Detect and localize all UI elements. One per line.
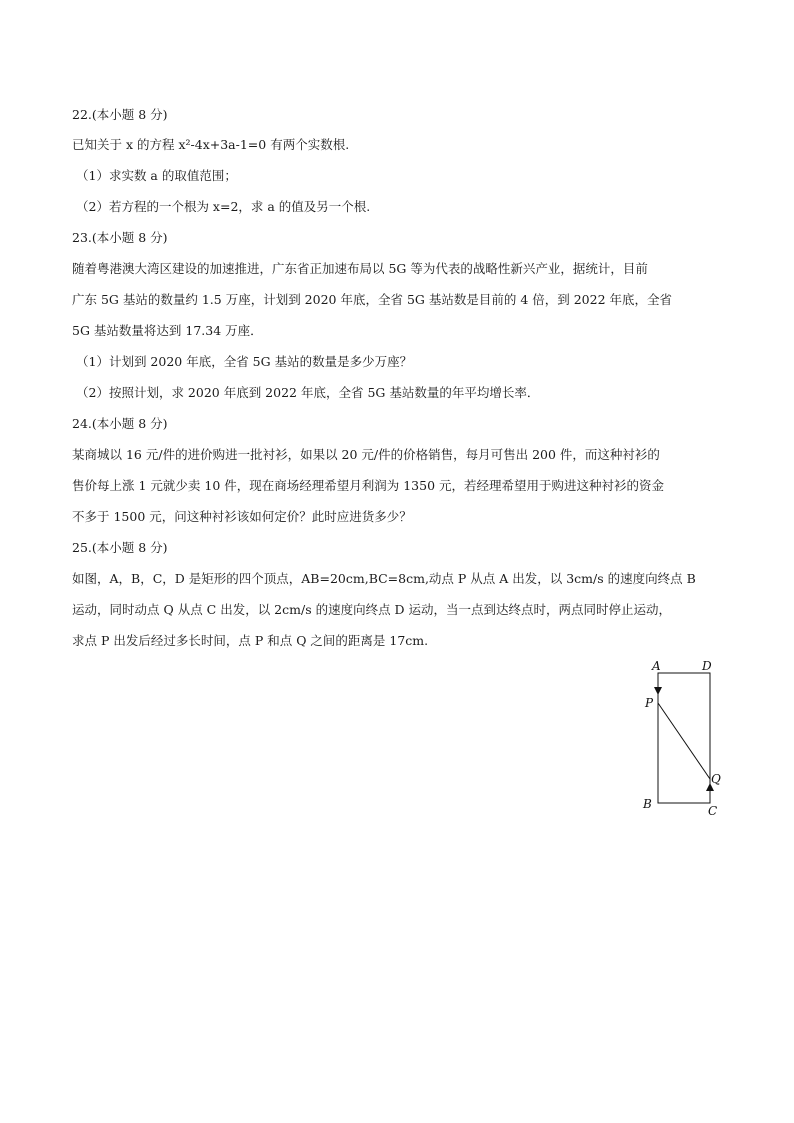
q23-stem-line3: 5G 基站数量将达到 17.34 万座． <box>72 323 263 338</box>
rectangle-figure <box>630 655 740 820</box>
label-c: C <box>708 804 718 818</box>
q22-part2: （2）若方程的一个根为 x=2，求 a 的值及另一个根. <box>76 199 371 214</box>
q23-stem-line2: 广东 5G 基站的数量约 1.5 万座，计划到 2020 年底，全省 5G 基站数是目前的 4 倍，到 2022 年底，全省 <box>72 292 673 307</box>
q25-stem-line2: 运动，同时动点 Q 从点 C 出发，以 2cm/s 的速度向终点 D 运动，当一点到达终点时，两点同时停止运动， <box>72 602 672 617</box>
label-b: B <box>643 797 652 811</box>
q25-header: 25.(本小题 8 分) <box>72 540 168 555</box>
label-p: P <box>645 696 654 710</box>
q22-header: 22.(本小题 8 分) <box>72 107 168 122</box>
label-q: Q <box>711 772 721 786</box>
q25-stem-line3: 求点 P 出发后经过多长时间，点 P 和点 Q 之间的距离是 17cm. <box>72 633 429 648</box>
segment-pq <box>658 703 710 779</box>
q24-stem-line1: 某商城以 16 元/件的进价购进一批衬衫，如果以 20 元/件的价格销售，每月可售出 200 件，而这种衬衫的 <box>72 447 660 462</box>
q23-part1: （1）计划到 2020 年底，全省 5G 基站的数量是多少万座？ <box>76 354 413 369</box>
q24-header: 24.(本小题 8 分) <box>72 416 168 431</box>
q25-stem-line1: 如图，A，B，C，D 是矩形的四个顶点，AB=20cm,BC=8cm,动点 P 从点 A 出发，以 3cm/s 的速度向终点 B <box>72 571 696 586</box>
q22-stem: 已知关于 x 的方程 x²-4x+3a-1=0 有两个实数根. <box>72 137 350 152</box>
q23-stem-line1: 随着粤港澳大湾区建设的加速推进，广东省正加速布局以 5G 等为代表的战略性新兴产业，据统计，目前 <box>72 261 648 276</box>
q22-part1: （1）求实数 a 的取值范围； <box>76 168 237 183</box>
label-a: A <box>652 659 661 673</box>
q24-stem-line2: 售价每上涨 1 元就少卖 10 件，现在商场经理希望月利润为 1350 元，若经理希望用于购进这种衬衫的资金 <box>72 478 665 493</box>
label-d: D <box>702 659 712 673</box>
q23-part2: （2）按照计划，求 2020 年底到 2022 年底，全省 5G 基站数量的年平均增长率． <box>76 385 540 400</box>
rectangle-diagram <box>630 655 740 820</box>
q23-header: 23.(本小题 8 分) <box>72 230 168 245</box>
rectangle-abcd <box>658 673 710 803</box>
q24-stem-line3: 不多于 1500 元，问这种衬衫该如何定价？此时应进货多少？ <box>72 509 412 524</box>
